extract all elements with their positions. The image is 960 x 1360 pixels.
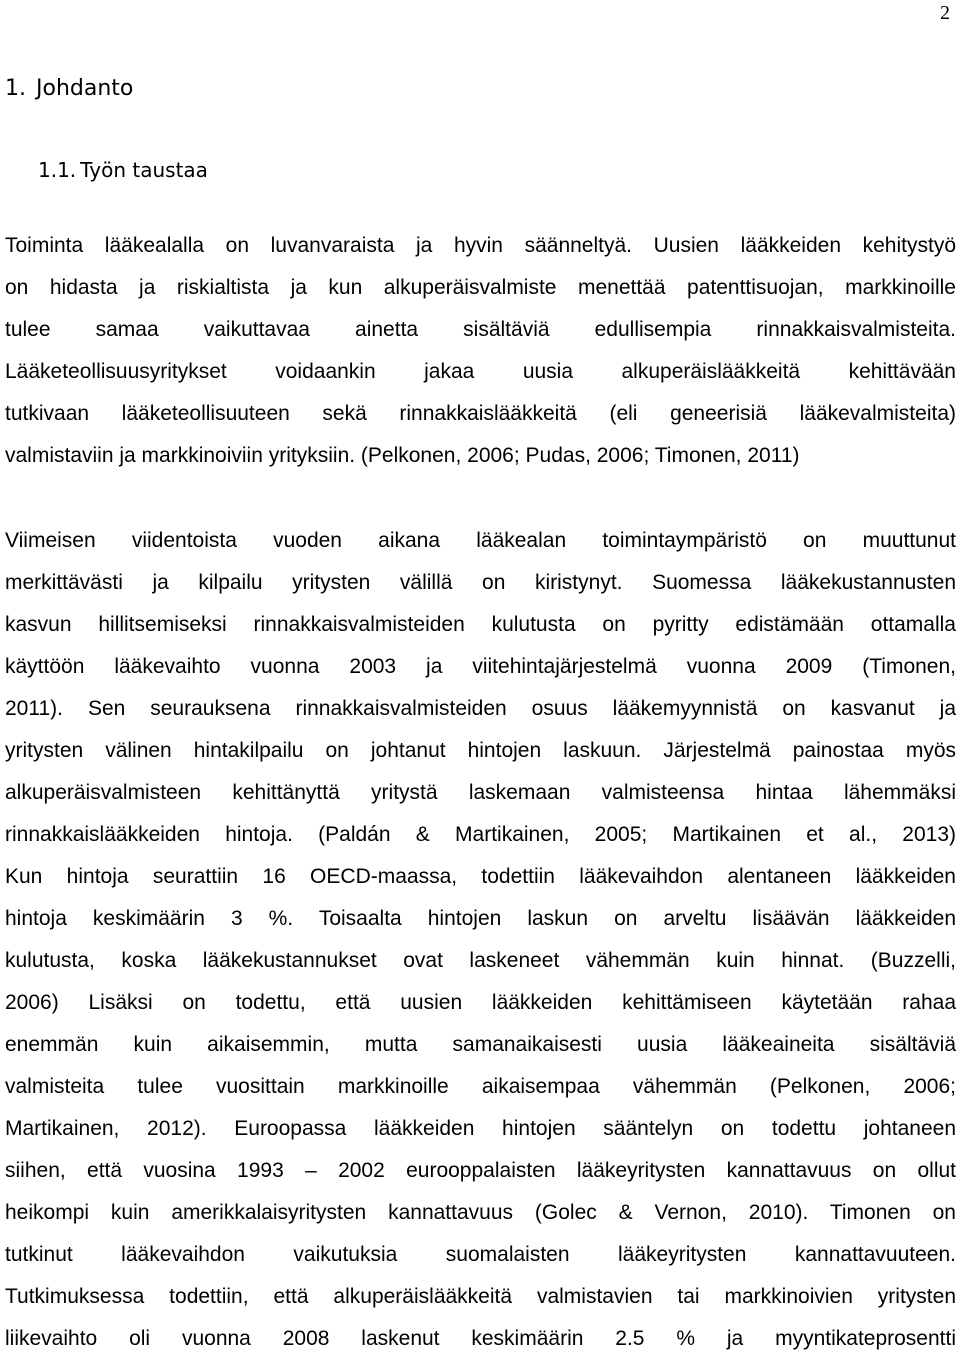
text-line: tutkinut lääkevaihdon vaikutuksia suomalaisten lääkeyritysten kannattavuuteen. <box>5 1243 956 1266</box>
text-line: enemmän kuin aikaisemmin, mutta samanaikaisesti uusia lääkeaineita sisältäviä <box>5 1033 956 1056</box>
text-line: alkuperäisvalmisteen kehittänyttä yritystä laskemaan valmisteensa hintaa lähemmäksi <box>5 781 956 804</box>
text-line: Viimeisen viidentoista vuoden aikana lääkealan toimintaympäristö on muuttunut <box>5 529 956 552</box>
text-line: rinnakkaislääkkeiden hintoja. (Paldán & Martikainen, 2005; Martikainen et al., 2013) <box>5 823 956 846</box>
text-line: Tutkimuksessa todettiin, että alkuperäislääkkeitä valmistavien tai markkinoivien yritysten <box>5 1285 956 1308</box>
text-line: siihen, että vuosina 1993 – 2002 eurooppalaisten lääkeyritysten kannattavuus on ollut <box>5 1159 956 1182</box>
text-line: Lääketeollisuusyritykset voidaankin jakaa uusia alkuperäislääkkeitä kehittävään <box>5 360 956 383</box>
text-line: hintoja keskimäärin 3 %. Toisaalta hintojen laskun on arveltu lisäävän lääkkeiden <box>5 907 956 930</box>
chapter-heading <box>5 76 133 101</box>
text-line: Toiminta lääkealalla on luvanvaraista ja hyvin säänneltyä. Uusien lääkkeiden kehitystyö <box>5 234 956 257</box>
text-line: kasvun hillitsemiseksi rinnakkaisvalmisteiden kulutusta on pyritty edistämään ottamalla <box>5 613 956 636</box>
text-line: tutkivaan lääketeollisuuteen sekä rinnakkaislääkkeitä (eli geneerisiä lääkevalmisteita) <box>5 402 956 425</box>
section-title: Työn taustaa <box>80 158 208 182</box>
text-line: heikompi kuin amerikkalaisyritysten kannattavuus (Golec & Vernon, 2010). Timonen on <box>5 1201 956 1224</box>
text-line: 2011). Sen seurauksena rinnakkaisvalmisteiden osuus lääkemyynnistä on kasvanut ja <box>5 697 956 720</box>
text-line: kulutusta, koska lääkekustannukset ovat laskeneet vähemmän kuin hinnat. (Buzzelli, <box>5 949 956 972</box>
text-line: tulee samaa vaikuttavaa ainetta sisältäviä edullisempia rinnakkaisvalmisteita. <box>5 318 956 341</box>
text-line: liikevaihto oli vuonna 2008 laskenut keskimäärin 2.5 % ja myyntikateprosentti <box>5 1327 956 1350</box>
paragraph-1 <box>5 225 956 477</box>
text-line: merkittävästi ja kilpailu yritysten välillä on kiristynyt. Suomessa lääkekustannusten <box>5 571 956 594</box>
text-line: valmisteita tulee vuosittain markkinoille aikaisempaa vähemmän (Pelkonen, 2006; <box>5 1075 956 1098</box>
section-heading <box>38 158 208 182</box>
text-line: käyttöön lääkevaihto vuonna 2003 ja viitehintajärjestelmä vuonna 2009 (Timonen, <box>5 655 956 678</box>
text-line: Martikainen, 2012). Euroopassa lääkkeiden hintojen sääntelyn on todettu johtaneen <box>5 1117 956 1140</box>
page-number: 2 <box>940 2 950 24</box>
text-line: valmistaviin ja markkinoiviin yrityksiin. (Pelkonen, 2006; Pudas, 2006; Timonen, 2011) <box>5 444 800 467</box>
section-number: 1.1. <box>38 158 77 182</box>
paragraph-2 <box>5 520 956 1360</box>
text-line: on hidasta ja riskialtista ja kun alkuperäisvalmiste menettää patenttisuojan, markkinoille <box>5 276 956 299</box>
chapter-title: Johdanto <box>36 76 134 101</box>
text-line: 2006) Lisäksi on todettu, että uusien lääkkeiden kehittämiseen käytetään rahaa <box>5 991 956 1014</box>
text-line: yritysten välinen hintakilpailu on johtanut hintojen laskuun. Järjestelmä painostaa myös <box>5 739 956 762</box>
text-line: Kun hintoja seurattiin 16 OECD-maassa, todettiin lääkevaihdon alentaneen lääkkeiden <box>5 865 956 888</box>
chapter-number: 1. <box>5 76 26 101</box>
